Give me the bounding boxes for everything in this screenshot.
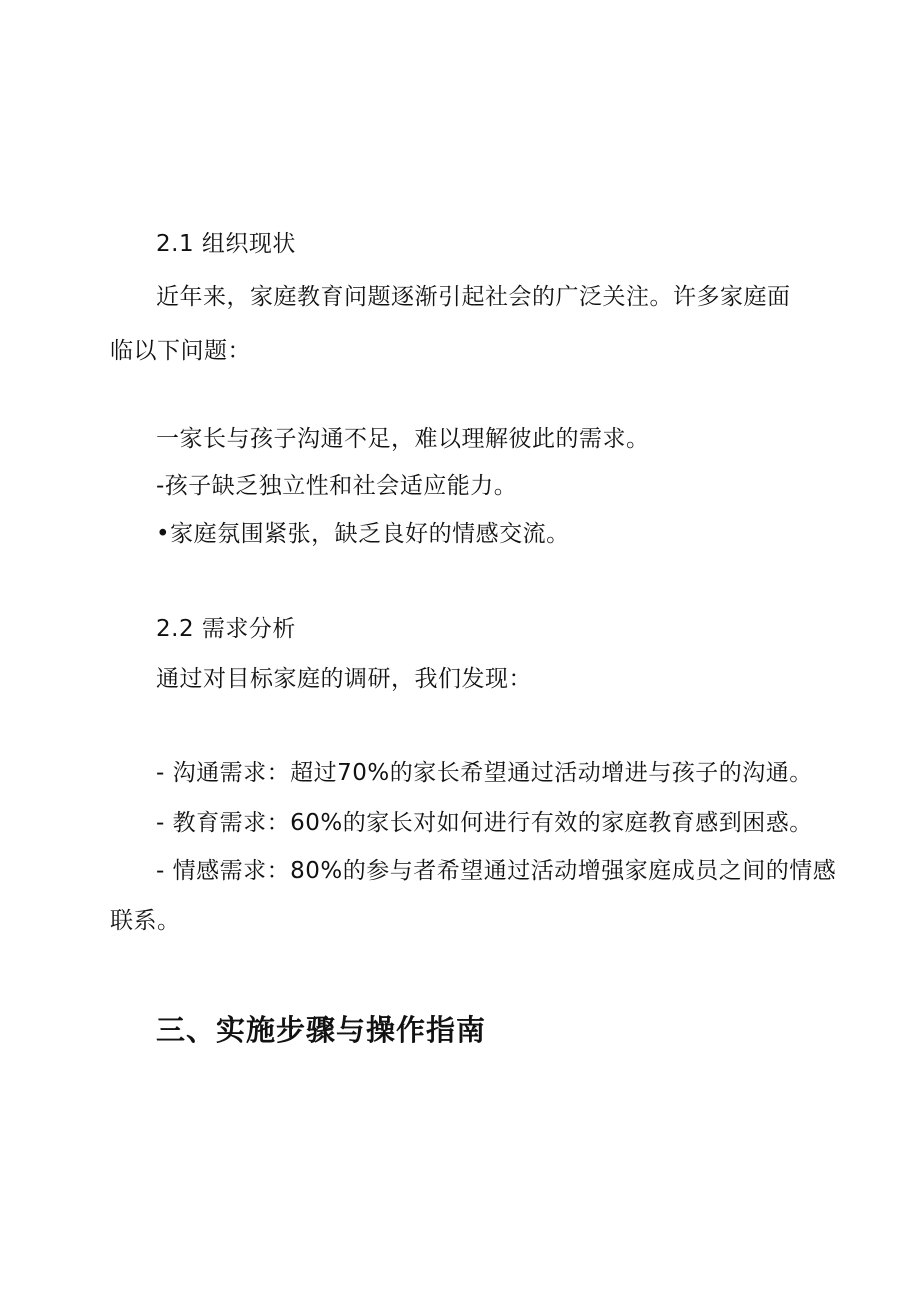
- section-2-1-bullet-2: -孩子缺乏独立性和社会适应能力。: [156, 473, 518, 499]
- section-2-1-bullet-1: 一家长与孩子沟通不足，难以理解彼此的需求。: [156, 426, 650, 452]
- section-3-heading: 三、实施步骤与操作指南: [156, 1013, 487, 1047]
- section-2-2-bullet-2: - 教育需求：60%的家长对如何进行有效的家庭教育感到困惑。: [156, 810, 813, 836]
- section-2-2-bullet-3: - 情感需求：80%的参与者希望通过活动增强家庭成员之间的情感: [156, 858, 837, 884]
- section-2-1-intro-line2: 临以下问题：: [110, 338, 251, 364]
- section-2-1-heading: 2.1 组织现状: [156, 231, 296, 257]
- section-2-2-bullet-1: - 沟通需求：超过70%的家长希望通过活动增进与孩子的沟通。: [156, 760, 813, 786]
- section-2-1-intro-line1: 近年来，家庭教育问题逐渐引起社会的广泛关注。许多家庭面: [156, 284, 791, 310]
- section-2-2-heading: 2.2 需求分析: [156, 616, 296, 642]
- section-2-2-intro: 通过对目标家庭的调研，我们发现：: [156, 666, 532, 692]
- section-2-1-bullet-3: •家庭氛围紧张，缺乏良好的情感交流。: [156, 521, 570, 547]
- section-2-2-bullet-3-continuation: 联系。: [110, 908, 181, 934]
